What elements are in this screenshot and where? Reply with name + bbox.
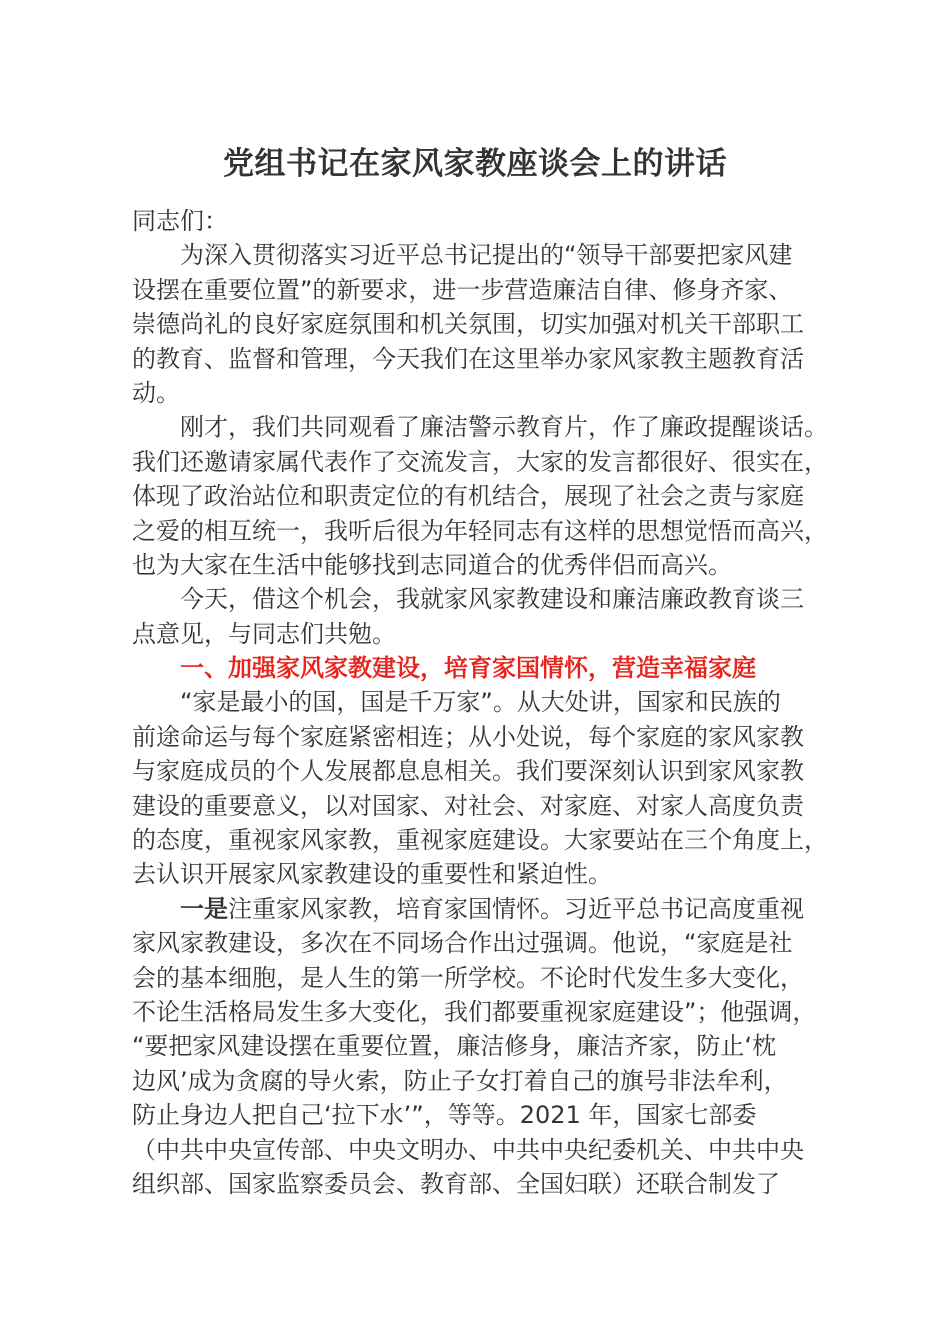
text-line: 刚才，我们共同观看了廉洁警示教育片，作了廉政提醒谈话。 [180, 413, 828, 442]
text-line: 今天，借这个机会，我就家风家教建设和廉洁廉政教育谈三 [180, 585, 804, 614]
point-one-line [132, 892, 872, 926]
text-line: 的教育、监督和管理，今天我们在这里举办家风家教主题教育活 [132, 344, 804, 373]
paragraph-block-point-one [132, 926, 872, 1201]
text-line: 点意见，与同志们共勉。 [132, 619, 396, 648]
text-line: （中共中央宣传部、中央文明办、中共中央纪委机关、中共中央 [132, 1135, 804, 1164]
text-line: 之爱的相互统一，我听后很为年轻同志有这样的思想觉悟而高兴， [132, 516, 828, 545]
text-line: 为深入贯彻落实习近平总书记提出的“领导干部要把家风建 [180, 241, 793, 270]
paragraph-block-intro [132, 238, 872, 651]
text-line: 与家庭成员的个人发展都息息相关。我们要深刻认识到家风家教 [132, 757, 804, 786]
text-line: 组织部、国家监察委员会、教育部、全国妇联）还联合制发了 [132, 1169, 780, 1198]
text-line: 家风家教建设，多次在不同场合作出过强调。他说，“家庭是社 [132, 929, 793, 958]
text-line: 我们还邀请家属代表作了交流发言，大家的发言都很好、很实在， [132, 447, 828, 476]
document-body [132, 204, 872, 1201]
point-one-lead: 一是 [180, 894, 228, 923]
text-line: 设摆在重要位置”的新要求，进一步营造廉洁自律、修身齐家、 [132, 275, 793, 304]
text-line: “家是最小的国，国是千万家”。从大处讲，国家和民族的 [180, 688, 781, 717]
text-line: 去认识开展家风家教建设的重要性和紧迫性。 [132, 860, 612, 889]
text-line: 前途命运与每个家庭紧密相连；从小处说，每个家庭的家风家教 [132, 722, 804, 751]
text-line: 的态度，重视家风家教，重视家庭建设。大家要站在三个角度上， [132, 826, 828, 855]
paragraph-block-section-one [132, 685, 872, 891]
text-line: 防止身边人把自己‘拉下水’”，等等。2021 年，国家七部委 [132, 1101, 757, 1130]
text-line: 动。 [132, 378, 180, 407]
text-line: 会的基本细胞，是人生的第一所学校。不论时代发生多大变化， [132, 963, 804, 992]
text-line: “要把家风建设摆在重要位置，廉洁修身，廉洁齐家，防止‘枕 [132, 1032, 777, 1061]
text-line: 也为大家在生活中能够找到志同道合的优秀伴侣而高兴。 [132, 550, 732, 579]
section-heading: 一、加强家风家教建设，培育家国情怀，营造幸福家庭 [180, 654, 756, 683]
text-line: 不论生活格局发生多大变化，我们都要重视家庭建设”；他强调， [132, 997, 817, 1026]
text-line: 边风’成为贪腐的导火索，防止子女打着自己的旗号非法牟利， [132, 1066, 788, 1095]
text-line: 崇德尚礼的良好家庭氛围和机关氛围，切实加强对机关干部职工 [132, 310, 804, 339]
document-title: 党组书记在家风家教座谈会上的讲话 [223, 146, 727, 182]
salutation: 同志们： [132, 207, 228, 235]
text-line: 建设的重要意义，以对国家、对社会、对家庭、对家人高度负责 [132, 791, 804, 820]
text-line: 体现了政治站位和职责定位的有机结合，展现了社会之责与家庭 [132, 482, 804, 511]
point-one-text: 注重家风家教，培育家国情怀。习近平总书记高度重视 [228, 894, 804, 923]
